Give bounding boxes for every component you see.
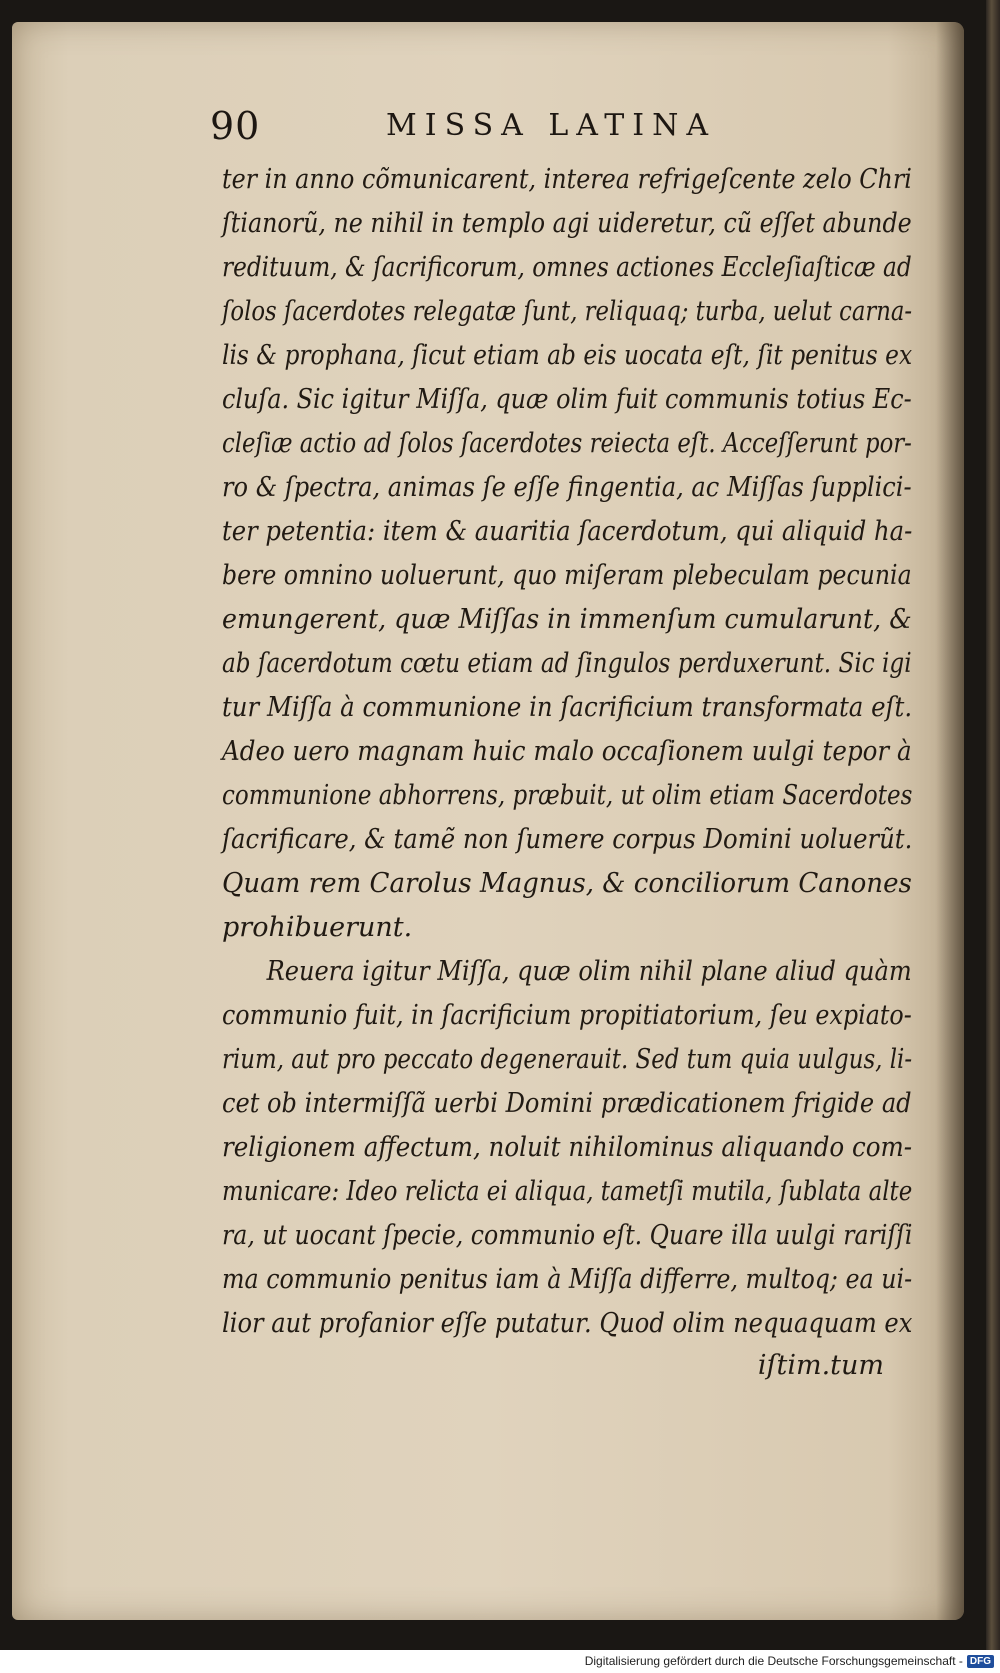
text-line: Quam rem Carolus Magnus, & conciliorum Canones <box>222 868 912 899</box>
body-text <box>222 158 912 1346</box>
text-line: bere omnino uoluerunt, quo miſeram plebeculam pecunia <box>222 560 912 591</box>
paragraph-start-line: Reuera igitur Miſſa, quæ olim nihil plane aliud quàm <box>266 956 912 987</box>
text-line: ter petentia: item & auaritia ſacerdotum, qui aliquid ha- <box>222 516 913 547</box>
text-line: prohibuerunt. <box>222 912 413 943</box>
text-line: cet ob intermiſſã uerbi Domini prædicationem frigide ad <box>222 1088 912 1119</box>
text-line: cleſiæ actio ad ſolos ſacerdotes reiecta eſt. Acceſſerunt por- <box>222 428 912 459</box>
book-edge-strip <box>986 0 1000 1650</box>
text-line: cluſa. Sic igitur Miſſa, quæ olim fuit communis totius Ec- <box>222 384 912 415</box>
catchword: iſtim.tum <box>757 1350 884 1381</box>
running-head: MISSA LATINA <box>386 108 717 143</box>
text-line: communio fuit, in ſacrificium propitiatorium, ſeu expiato- <box>222 1000 912 1031</box>
credit-text: Digitalisierung gefördert durch die Deutsche Forschungsgemeinschaft - <box>584 1654 963 1668</box>
text-line: ab ſacerdotum cœtu etiam ad ſingulos perduxerunt. Sic igi <box>222 648 912 679</box>
text-line: ro & ſpectra, animas ſe eſſe fingentia, ac Miſſas ſupplici- <box>222 472 912 503</box>
text-line: emungerent, quæ Miſſas in immenſum cumularunt, & <box>222 604 912 635</box>
text-line: redituum, & ſacrificorum, omnes actiones Eccleſiaſticæ ad <box>222 252 912 283</box>
text-line: lior aut profanior eſſe putatur. Quod olim nequaquam ex <box>222 1308 913 1339</box>
digitization-credit <box>585 1653 994 1669</box>
text-line: ter in anno cõmunicarent, interea refrigeſcente zelo Chri <box>222 164 912 195</box>
text-line: ſtianorũ, ne nihil in templo agi uideretur, cũ eſſet abunde <box>222 208 912 239</box>
text-line: Adeo uero magnam huic malo occaſionem uulgi tepor à <box>222 736 912 767</box>
text-line: tur Miſſa à communione in ſacrificium transformata eſt. <box>222 692 913 723</box>
text-line: ſacrificare, & tamẽ non ſumere corpus Domini uoluerũt. <box>222 824 913 855</box>
folio-number: 90 <box>210 104 261 148</box>
text-line: ſolos ſacerdotes relegatæ ſunt, reliquaq; turba, uelut carna- <box>222 296 913 327</box>
text-line: rium, aut pro peccato degenerauit. Sed tum quia uulgus, li- <box>222 1044 913 1075</box>
text-line: religionem affectum, noluit nihilominus aliquando com- <box>222 1132 913 1163</box>
text-line: ra, ut uocant ſpecie, communio eſt. Quare illa uulgi rariſſi <box>222 1220 913 1251</box>
page-gutter-shadow <box>936 22 964 1620</box>
text-line: lis & prophana, ſicut etiam ab eis uocata eſt, ſit penitus ex <box>222 340 913 371</box>
text-line: municare: Ideo relicta ei aliqua, tametſi mutila, ſublata alte <box>222 1176 913 1207</box>
text-line: communione abhorrens, præbuit, ut olim etiam Sacerdotes <box>222 780 913 811</box>
dfg-logo: DFG <box>967 1655 994 1668</box>
page-header <box>210 104 770 154</box>
text-line: ma communio penitus iam à Miſſa differre, multoq; ea ui- <box>222 1264 913 1295</box>
